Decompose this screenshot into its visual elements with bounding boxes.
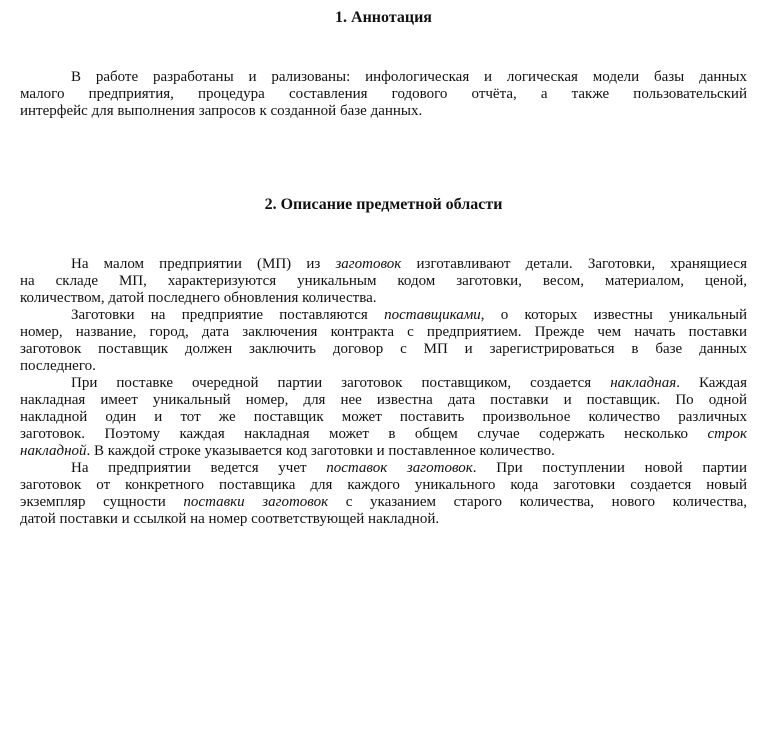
p4-line-4: датой поставки и ссылкой на номер соответствующей накладной. [20, 511, 440, 527]
p3-line-4: заготовок. Поэтому каждая накладная может в общем случае содержать несколько строк [20, 426, 747, 442]
term-nakladnoy: накладной [20, 443, 87, 459]
p2-line-4: последнего. [20, 358, 96, 374]
p1-line-2: на складе МП, характеризуются уникальным кодом заготовки, весом, материалом, ценой, [20, 273, 747, 289]
p3-line-2: накладная имеет уникальный номер, для нее известна дата поставки и поставщик. По одной [20, 392, 747, 408]
p2-line-3: заготовок поставщик должен заключить договор с МП и зарегистрироваться в базе данных [20, 341, 747, 357]
term-postavki-zagotovok: поставки заготовок [183, 494, 329, 510]
p3-line-3: накладной один и тот же поставщик может поставить произвольное количество различных [20, 409, 747, 425]
term-postavki: поставок заготовок [326, 460, 473, 476]
annotation-paragraph [20, 69, 747, 120]
p1-line-3: количеством, датой последнего обновления количества. [20, 290, 377, 306]
p4-line-2: заготовок от конкретного поставщика для каждого уникального кода заготовки создается новый [20, 477, 747, 493]
term-nakladnaya: накладная [610, 375, 677, 391]
p2-line-1: Заготовки на предприятие поставляются поставщиками, о которых известны уникальный [71, 307, 747, 323]
term-zagotovki: заготовок [335, 256, 402, 272]
term-postavshchiki: поставщиками [384, 307, 481, 323]
section-1-title: 1. Аннотация [335, 9, 432, 26]
p2-line-2: номер, название, город, дата заключения контракта с предприятием. Прежде чем начать поставки [20, 324, 747, 340]
subject-area-text [20, 256, 747, 528]
annotation-line-1: В работе разработаны и рализованы: инфологическая и логическая модели базы данных [71, 69, 747, 85]
p4-line-3: экземпляр сущности поставки заготовок с указанием старого количества, нового количества, [20, 494, 747, 510]
p1-line-1: На малом предприятии (МП) из заготовок изготавливают детали. Заготовки, хранящиеся [71, 256, 747, 272]
p4-line-1: На предприятии ведется учет поставок заготовок. При поступлении новой партии [71, 460, 747, 476]
term-stroki: строк [707, 426, 747, 442]
section-2-title: 2. Описание предметной области [264, 196, 503, 213]
annotation-line-2: малого предприятия, процедура составления годового отчёта, а также пользовательский [20, 86, 747, 102]
p3-line-5: накладной. В каждой строке указывается код заготовки и поставленное количество. [20, 443, 555, 459]
annotation-line-3: интерфейс для выполнения запросов к созданной базе данных. [20, 103, 423, 119]
p3-line-1: При поставке очередной партии заготовок поставщиком, создается накладная. Каждая [71, 375, 747, 391]
